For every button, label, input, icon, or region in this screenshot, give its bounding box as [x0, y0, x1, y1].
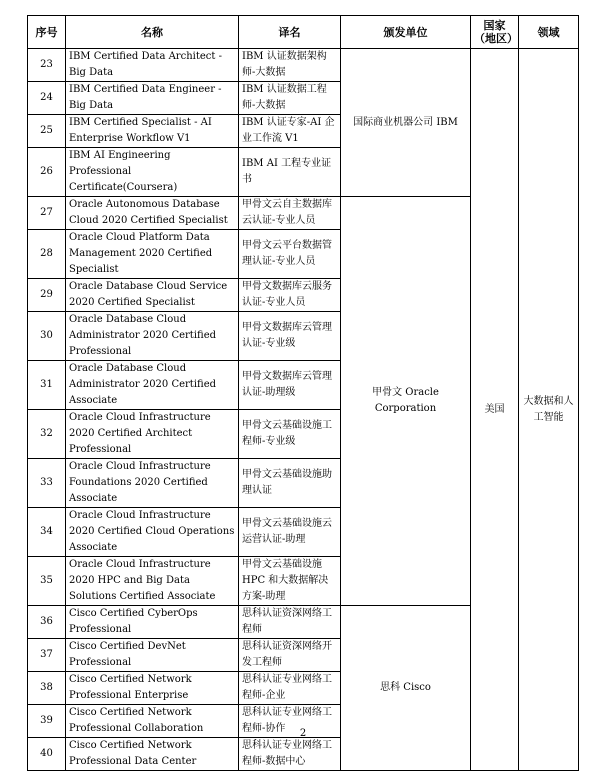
row-number: 37 — [28, 639, 66, 672]
cert-name: Cisco Certified CyberOps Professional — [66, 606, 239, 639]
row-number: 35 — [28, 557, 66, 606]
cert-name: Oracle Cloud Platform Data Management 2020 Certified Specialist — [66, 230, 239, 279]
header-field: 领域 — [519, 16, 579, 49]
cert-name: Oracle Cloud Infrastructure Foundations 2020 Certified Associate — [66, 459, 239, 508]
cert-translation: 思科认证资深网络开发工程师 — [239, 639, 341, 672]
certification-table — [27, 15, 579, 771]
issuer-cisco: 思科 Cisco — [341, 606, 471, 771]
cert-name: IBM Certified Data Architect - Big Data — [66, 49, 239, 82]
table-row — [28, 49, 579, 82]
page-number: 2 — [299, 728, 307, 739]
cert-translation: 甲骨文数据库云服务认证-专业人员 — [239, 279, 341, 312]
header-country: 国家（地区） — [471, 16, 519, 49]
cert-translation: IBM 认证数据架构师-大数据 — [239, 49, 341, 82]
cert-translation: 甲骨文云自主数据库云认证-专业人员 — [239, 197, 341, 230]
country-cell: 美国 — [471, 49, 519, 771]
row-number: 40 — [28, 738, 66, 771]
issuer-oracle: 甲骨文 Oracle Corporation — [341, 197, 471, 606]
row-number: 39 — [28, 705, 66, 738]
cert-translation: 甲骨文数据库云管理认证-助理级 — [239, 361, 341, 410]
cert-translation: 思科认证资深网络工程师 — [239, 606, 341, 639]
cert-name: Oracle Database Cloud Service 2020 Certified Specialist — [66, 279, 239, 312]
cert-name: Oracle Database Cloud Administrator 2020 Certified Professional — [66, 312, 239, 361]
cert-name: Oracle Autonomous Database Cloud 2020 Certified Specialist — [66, 197, 239, 230]
cert-name: Oracle Database Cloud Administrator 2020 Certified Associate — [66, 361, 239, 410]
row-number: 28 — [28, 230, 66, 279]
cert-translation: 甲骨文云基础设施 HPC 和大数据解决方案-助理 — [239, 557, 341, 606]
cert-name: Cisco Certified DevNet Professional — [66, 639, 239, 672]
header-translation: 译名 — [239, 16, 341, 49]
cert-translation: 甲骨文云基础设施工程师-专业级 — [239, 410, 341, 459]
cert-name: Oracle Cloud Infrastructure 2020 Certified Cloud Operations Associate — [66, 508, 239, 557]
cert-name: IBM Certified Specialist - AI Enterprise Workflow V1 — [66, 115, 239, 148]
issuer-ibm: 国际商业机器公司 IBM — [341, 49, 471, 197]
row-number: 38 — [28, 672, 66, 705]
cert-translation: IBM AI 工程专业证书 — [239, 148, 341, 197]
cert-translation: 思科认证专业网络工程师-协作 — [239, 705, 341, 738]
cert-name: IBM Certified Data Engineer - Big Data — [66, 82, 239, 115]
row-number: 34 — [28, 508, 66, 557]
row-number: 36 — [28, 606, 66, 639]
row-number: 33 — [28, 459, 66, 508]
row-number: 23 — [28, 49, 66, 82]
cert-translation: 思科认证专业网络工程师-数据中心 — [239, 738, 341, 771]
cert-translation: IBM 认证专家-AI 企业工作流 V1 — [239, 115, 341, 148]
cert-name: Cisco Certified Network Professional Data Center — [66, 738, 239, 771]
cert-translation: 甲骨文云基础设施云运营认证-助理 — [239, 508, 341, 557]
cert-name: Oracle Cloud Infrastructure 2020 HPC and Big Data Solutions Certified Associate — [66, 557, 239, 606]
header-issuer: 颁发单位 — [341, 16, 471, 49]
row-number: 30 — [28, 312, 66, 361]
row-number: 29 — [28, 279, 66, 312]
cert-translation: 甲骨文云平台数据管理认证-专业人员 — [239, 230, 341, 279]
cert-name: Oracle Cloud Infrastructure 2020 Certified Architect Professional — [66, 410, 239, 459]
row-number: 25 — [28, 115, 66, 148]
row-number: 27 — [28, 197, 66, 230]
field-cell: 大数据和人工智能 — [519, 49, 579, 771]
header-num: 序号 — [28, 16, 66, 49]
header-row — [28, 16, 579, 49]
row-number: 31 — [28, 361, 66, 410]
cert-translation: 甲骨文云基础设施助理认证 — [239, 459, 341, 508]
row-number: 26 — [28, 148, 66, 197]
cert-translation: IBM 认证数据工程师-大数据 — [239, 82, 341, 115]
cert-name: Cisco Certified Network Professional Collaboration — [66, 705, 239, 738]
cert-translation: 思科认证专业网络工程师-企业 — [239, 672, 341, 705]
row-number: 32 — [28, 410, 66, 459]
cert-name: Cisco Certified Network Professional Enterprise — [66, 672, 239, 705]
header-name: 名称 — [66, 16, 239, 49]
row-number: 24 — [28, 82, 66, 115]
cert-name: IBM AI Engineering Professional Certificate(Coursera) — [66, 148, 239, 197]
cert-translation: 甲骨文数据库云管理认证-专业级 — [239, 312, 341, 361]
